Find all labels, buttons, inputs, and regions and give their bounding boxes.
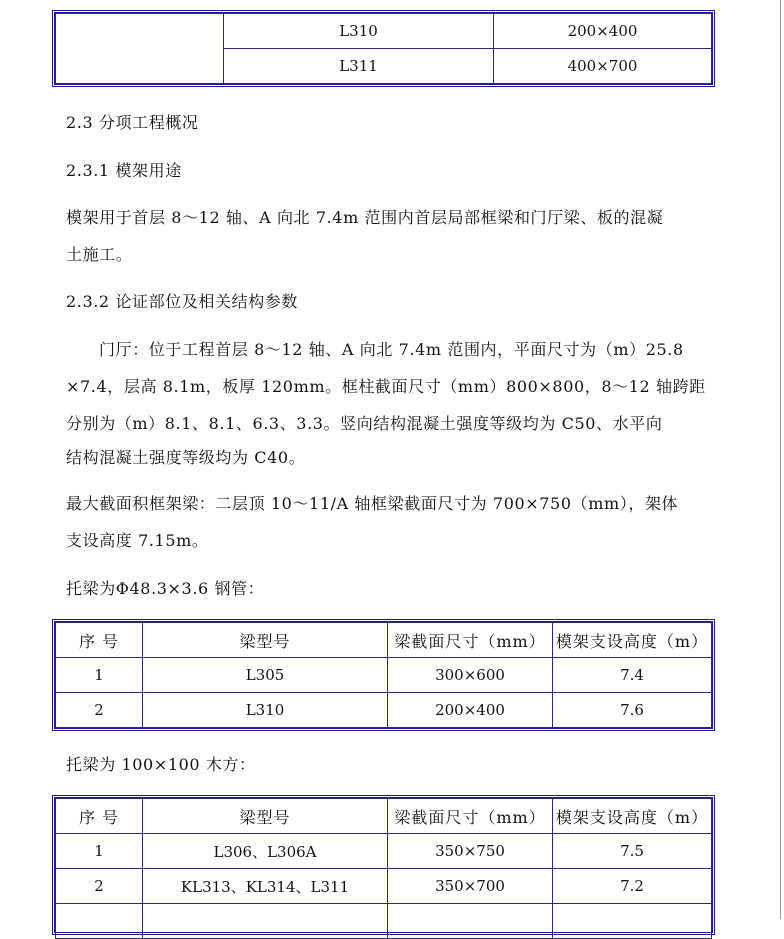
section-heading-2-3-1: 2.3.1 模架用途 [66, 161, 182, 180]
table-cell: 2 [56, 869, 143, 904]
paragraph-line: ×7.4，层高 8.1m，板厚 120mm。框柱截面尺寸（mm）800×800，8～12 轴跨距 [66, 377, 706, 396]
table-row [56, 14, 712, 49]
timber-caption: 托梁为 100×100 木方： [66, 755, 256, 774]
table-cell: 1 [56, 834, 143, 869]
table-cell: L306、L306A [143, 834, 388, 869]
paragraph-line: 分别为（m）8.1、8.1、6.3、3.3。竖向结构混凝土强度等级均为 C50、水平向 [66, 414, 663, 433]
table-cell: 7.4 [553, 658, 712, 693]
table-cell: 200×400 [494, 14, 712, 49]
table-header-row [56, 623, 712, 658]
table-row [56, 658, 712, 693]
steel-tube-beam-grid [55, 622, 712, 728]
table-cell [553, 904, 712, 939]
table-cell: 400×700 [494, 49, 712, 84]
table-header-row [56, 799, 712, 834]
table-cell [56, 904, 143, 939]
table-cell: 2 [56, 693, 143, 728]
steel-tube-caption: 托梁为Φ48.3×3.6 钢管： [66, 579, 265, 598]
table-row [56, 834, 712, 869]
table-cell [143, 904, 388, 939]
paragraph-line: 支设高度 7.15m。 [66, 531, 209, 550]
table-cell: L311 [224, 49, 494, 84]
column-header: 梁截面尺寸（mm） [388, 799, 553, 834]
column-header: 梁型号 [143, 623, 388, 658]
table-cell [388, 904, 553, 939]
paragraph-line: 最大截面积框架梁：二层顶 10～11/A 轴框梁截面尺寸为 700×750（mm），架体 [66, 494, 679, 513]
table-cell: 7.6 [553, 693, 712, 728]
table-cell: 7.5 [553, 834, 712, 869]
paragraph-line: 模架用于首层 8～12 轴、A 向北 7.4m 范围内首层局部框梁和门厅梁、板的混凝 [66, 208, 664, 227]
column-header: 序 号 [56, 623, 143, 658]
table-cell: L305 [143, 658, 388, 693]
table-cell [56, 14, 224, 84]
column-header: 梁型号 [143, 799, 388, 834]
column-header: 模架支设高度（m） [553, 623, 712, 658]
table-cell: 1 [56, 658, 143, 693]
section-heading-2-3-2: 2.3.2 论证部位及相关结构参数 [66, 292, 298, 311]
table-cell: 350×750 [388, 834, 553, 869]
page-edge [780, 0, 781, 919]
table-cell: 350×700 [388, 869, 553, 904]
column-header: 序 号 [56, 799, 143, 834]
steel-tube-beam-table [52, 619, 715, 731]
beam-table-continued-grid [55, 13, 712, 84]
section-heading-2-3: 2.3 分项工程概况 [66, 113, 199, 132]
table-cell: 200×400 [388, 693, 553, 728]
table-cell: 7.2 [553, 869, 712, 904]
beam-table-continued [52, 10, 715, 87]
column-header: 梁截面尺寸（mm） [388, 623, 553, 658]
table-row [56, 904, 712, 939]
paragraph-line: 结构混凝土强度等级均为 C40。 [66, 448, 306, 467]
table-cell: KL313、KL314、L311 [143, 869, 388, 904]
table-row [56, 693, 712, 728]
paragraph-line: 门厅：位于工程首层 8～12 轴、A 向北 7.4m 范围内，平面尺寸为（m）25.8 [99, 340, 684, 359]
table-row [56, 869, 712, 904]
column-header: 模架支设高度（m） [553, 799, 712, 834]
timber-beam-table [52, 795, 715, 935]
timber-beam-grid [55, 798, 712, 939]
table-cell: L310 [143, 693, 388, 728]
table-cell: 300×600 [388, 658, 553, 693]
table-cell: L310 [224, 14, 494, 49]
paragraph-line: 土施工。 [66, 245, 133, 264]
